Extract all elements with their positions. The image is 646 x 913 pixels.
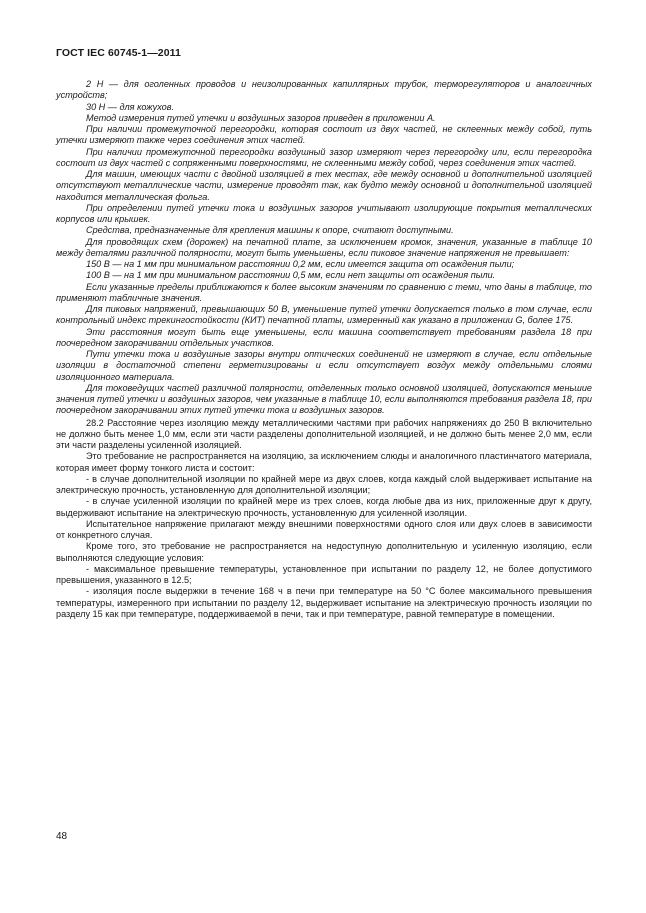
paragraph: 30 Н — для кожухов. bbox=[86, 101, 175, 112]
paragraph: Эти расстояния могут быть еще уменьшены, если машина соответствует требованиям раздела 18 при поочередном закорачивании отдельных участков. bbox=[56, 326, 592, 348]
paragraph: - в случае усиленной изоляции по крайней мере из трех слоев, когда любые два из них, приложенные друг к другу, выдерживают испытание на электрическую прочность, установленную для усиленной изоляции. bbox=[56, 496, 592, 518]
paragraph: Метод измерения путей утечки и воздушных зазоров приведен в приложении А. bbox=[86, 112, 436, 123]
paragraph: Это требование не распространяется на изоляцию, за исключением слюды и аналогичного пластинчатого материала, которая имеет форму тонкого листа и состоит: bbox=[56, 451, 592, 473]
paragraph: 150 В — на 1 мм при минимальном расстоянии 0,2 мм, если имеется защита от осаждения пыли; bbox=[86, 259, 515, 269]
paragraph: Средства, предназначенные для крепления машины к опоре, считают доступными. bbox=[86, 225, 454, 236]
paragraph: При наличии промежуточной перегородки, которая состоит из двух частей, не склеенных между собой, путь утечки измеряют также через соединения этих частей. bbox=[56, 124, 592, 146]
paragraph: Для машин, имеющих части с двойной изоляцией в тех местах, где между основной и дополнительной изоляцией отсутствуют металлические части, измерение проводят так, как будто между основной и дополнительной изоляцией находится металлическая фольга. bbox=[56, 169, 592, 202]
paragraph: - в случае дополнительной изоляции по крайней мере из двух слоев, когда каждый слой выдерживает испытание на электрическую прочность, установленную для дополнительной изоляции; bbox=[56, 473, 592, 495]
paragraph: Кроме того, это требование не распространяется на недоступную дополнительную и усиленную изоляцию, если выполняются следующие условия: bbox=[56, 541, 592, 563]
paragraph: 28.2 Расстояние через изоляцию между металлическими частями при рабочих напряжениях до 250 В включительно не должно быть менее 1,0 мм, если эти части разделены дополнительной изоляцией, и не должно быть менее 2,0 мм, если эти части разделены усиленной изоляцией. bbox=[56, 417, 592, 450]
paragraph: 2 Н — для оголенных проводов и неизолированных капиллярных трубок, терморегуляторов и аналогичных устройств; bbox=[56, 79, 592, 101]
paragraph: - максимальное превышение температуры, установленное при испытании по разделу 12, не более допустимого превышения, указанного в 12.5; bbox=[56, 563, 592, 585]
paragraph: 100 В — на 1 мм при минимальном расстоянии 0,5 мм, если нет защиты от осаждения пыли. bbox=[86, 270, 496, 281]
paragraph: Для токоведущих частей различной полярности, отделенных только основной изоляцией, допускаются меньшие значения путей утечки и воздушных зазоров, чем указанные в таблице 10, если выполняются требования раздела 18, при поочередном закорачивании этих путей утечки тока и воздушных зазоров. bbox=[56, 382, 592, 416]
paragraph: Для пиковых напряжений, превышающих 50 В, уменьшение путей утечки допускается только в том случае, если контрольный индекс трекингостойкости (КИТ) печатной платы, измеренный как указано в приложении G, более 175. bbox=[56, 304, 592, 326]
paragraph: Если указанные пределы приближаются к более высоким значениям по сравнению с теми, что даны в таблице, то применяют табличные значения. bbox=[56, 281, 592, 303]
paragraph: При определении путей утечки тока и воздушных зазоров учитывают изолирующие покрытия металлических корпусов или крышек. bbox=[56, 202, 592, 224]
paragraph: Пути утечки тока и воздушные зазоры внутри оптических соединений не измеряют в случае, если отдельные изоляции в достаточной степени герметизированы и если отсутствует воздух между отдельными слоями изоляционного материала. bbox=[56, 349, 592, 382]
paragraph: При наличии промежуточной перегородки воздушный зазор измеряют через перегородку или, если перегородка состоит из двух частей с сопряженными поверхностями, не склеенными между собой, через соединения этих частей. bbox=[56, 146, 592, 168]
paragraph: Испытательное напряжение прилагают между внешними поверхностями одного слоя или двух слоев в зависимости от конкретного случая. bbox=[56, 518, 592, 540]
document-body bbox=[56, 79, 592, 620]
paragraph: - изоляция после выдержки в течение 168 ч в печи при температуре на 50 °С более максимального превышения температуры, измеренного при испытании по разделу 12, выдерживает испытание на электрическую прочность изоляции по разделу 15 как при температуре, поддерживаемой в печи, так и при температуре, равной температуре в помещении. bbox=[56, 586, 592, 619]
paragraph: Для проводящих схем (дорожек) на печатной плате, за исключением кромок, значения, указанные в таблице 10 между деталями различной полярности, могут быть уменьшены, если пиковое значение напряжения не превышает: bbox=[56, 236, 592, 258]
document-header: ГОСТ IEC 60745-1—2011 bbox=[56, 47, 181, 59]
page-number: 48 bbox=[56, 831, 68, 842]
